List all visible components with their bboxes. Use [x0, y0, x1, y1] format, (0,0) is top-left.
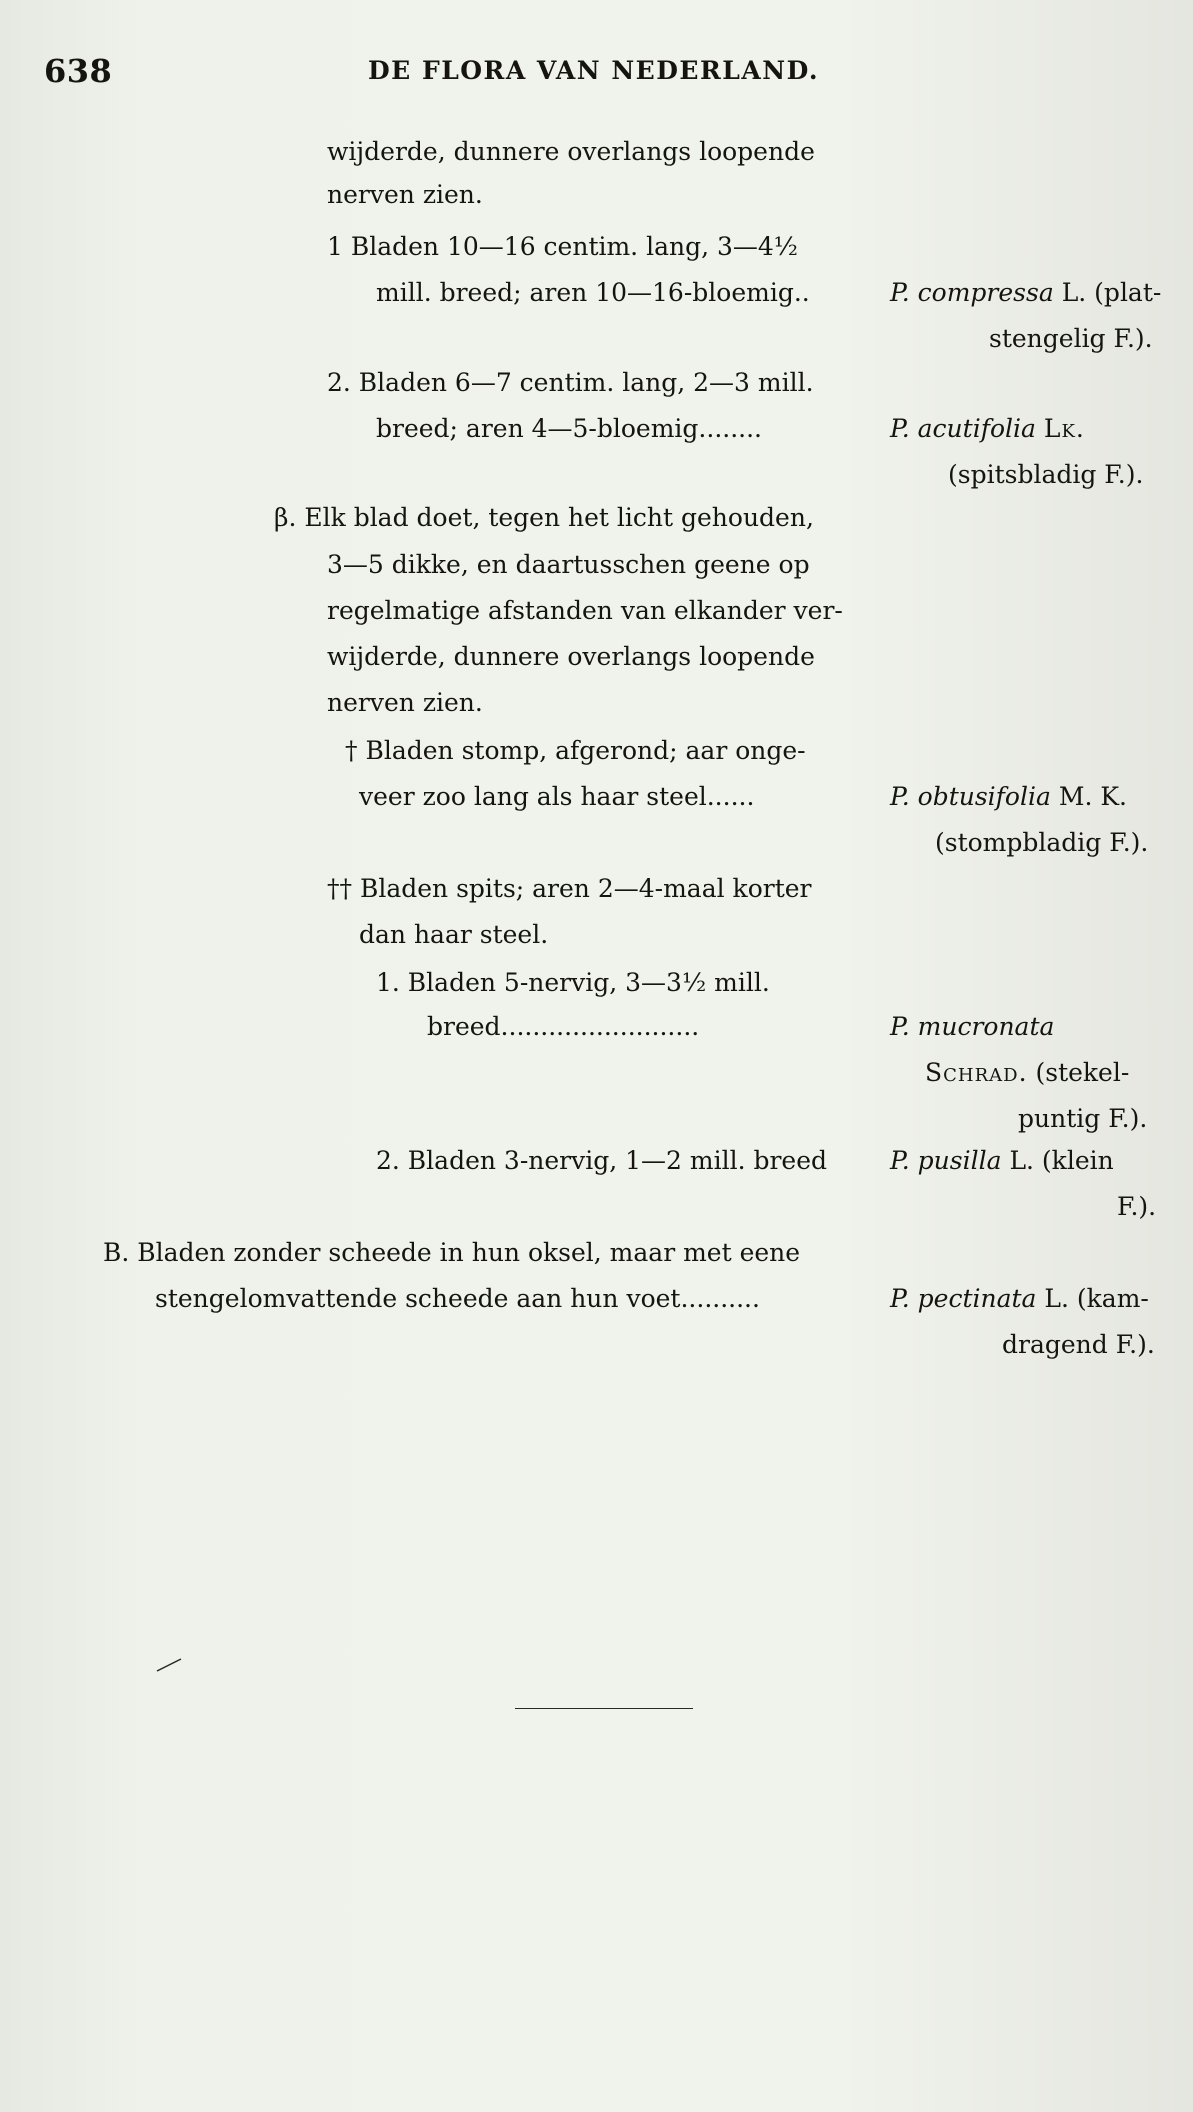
key-line: breed; aren 4—5-bloemig........ [376, 414, 762, 443]
key-line: 3—5 dikke, en daartusschen geene op [327, 550, 810, 579]
species-author: M. K. [1058, 782, 1127, 811]
species-compressa [890, 278, 1161, 308]
key-line-1: 1. Bladen 5-nervig, 3—3½ mill. [376, 968, 770, 997]
species-name: P. acutifolia [890, 414, 1036, 443]
species-name: P. compressa [890, 278, 1054, 307]
key-line-1: 1 Bladen 10—16 centim. lang, 3—4½ [327, 232, 799, 261]
species-acutifolia-cont: (spitsbladig F.). [948, 460, 1144, 489]
key-line: wijderde, dunnere overlangs loopende [327, 137, 815, 166]
key-line: regelmatige afstanden van elkander ver- [327, 596, 843, 625]
species-author: Lk. [1043, 414, 1085, 443]
species-mucronata-cont: puntig F.). [1018, 1104, 1148, 1133]
running-title: DE FLORA VAN NEDERLAND. [368, 56, 820, 85]
species-compressa-cont: stengelig F.). [989, 324, 1153, 353]
species-obtusifolia [890, 782, 1127, 812]
key-line: wijderde, dunnere overlangs loopende [327, 642, 815, 671]
species-pusilla [890, 1146, 1114, 1176]
species-mucronata [890, 1012, 1054, 1042]
section-end-rule [515, 1708, 693, 1709]
key-line: breed......................... [427, 1012, 700, 1041]
species-pectinata [890, 1284, 1149, 1314]
species-pectinata-cont: dragend F.). [1002, 1330, 1155, 1359]
species-acutifolia [890, 414, 1085, 444]
page-number: 638 [44, 52, 113, 90]
key-line-B: B. Bladen zonder scheede in hun oksel, maar met eene [103, 1238, 801, 1267]
species-pusilla-cont: F.). [1117, 1192, 1157, 1221]
species-name: P. pectinata [890, 1284, 1037, 1313]
key-line-beta: β. Elk blad doet, tegen het licht gehouden, [274, 503, 814, 532]
key-line: nerven zien. [327, 688, 483, 717]
key-line-dagger: † Bladen stomp, afgerond; aar onge- [345, 736, 806, 765]
species-author-cont: (stekel- [1035, 1058, 1130, 1087]
species-name: P. mucronata [890, 1012, 1055, 1041]
key-line: mill. breed; aren 10—16-bloemig.. [376, 278, 810, 307]
key-line-double-dagger: †† Bladen spits; aren 2—4-maal korter [327, 874, 812, 903]
key-line: stengelomvattende scheede aan hun voet.......... [155, 1284, 760, 1313]
key-line: veer zoo lang als haar steel...... [359, 782, 755, 811]
species-name: P. pusilla [890, 1146, 1002, 1175]
species-mucronata-auth [925, 1058, 1129, 1088]
species-name: P. obtusifolia [890, 782, 1051, 811]
species-author: L. (kam- [1044, 1284, 1149, 1313]
species-author: L. (klein [1009, 1146, 1114, 1175]
key-line-2: 2. Bladen 6—7 centim. lang, 2—3 mill. [327, 368, 814, 397]
species-author: L. (plat- [1061, 278, 1162, 307]
key-line: dan haar steel. [359, 920, 549, 949]
pen-mark [155, 1655, 185, 1675]
key-line-2: 2. Bladen 3-nervig, 1—2 mill. breed [376, 1146, 828, 1175]
species-author: Schrad. [925, 1058, 1028, 1087]
species-obtusifolia-cont: (stompbladig F.). [935, 828, 1149, 857]
key-line: nerven zien. [327, 180, 483, 209]
